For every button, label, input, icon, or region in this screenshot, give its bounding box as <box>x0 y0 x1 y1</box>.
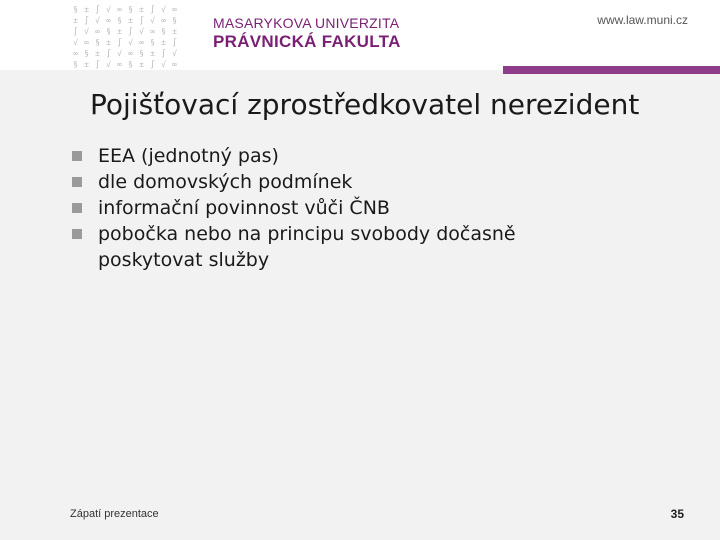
logo-glyph: ± <box>128 16 133 25</box>
logo-glyph: ± <box>172 27 177 36</box>
logo-glyph: ± <box>139 60 144 69</box>
logo-glyph: ∞ <box>150 27 155 36</box>
logo-glyph: § <box>161 27 166 36</box>
logo-glyph: ∞ <box>73 49 78 58</box>
logo-glyph: ∞ <box>139 38 144 47</box>
logo-glyph: ∞ <box>128 49 133 58</box>
logo-glyph: § <box>150 38 155 47</box>
logo-glyph: ∞ <box>117 60 122 69</box>
logo-glyph: ± <box>73 16 78 25</box>
logo-glyph: § <box>128 5 133 14</box>
logo-glyph: ± <box>106 38 111 47</box>
logo-glyph: ∞ <box>95 27 100 36</box>
logo-glyph: ∫ <box>95 5 100 14</box>
slide-title: Pojišťovací zprostředkovatel nerezident <box>90 88 640 121</box>
square-bullet-icon <box>72 177 82 187</box>
logo-glyph: § <box>95 38 100 47</box>
logo-glyph: √ <box>172 49 177 58</box>
logo-glyph: § <box>172 16 177 25</box>
website-url: www.law.muni.cz <box>597 13 688 27</box>
logo-glyph: √ <box>117 49 122 58</box>
university-logo-pattern <box>70 4 180 70</box>
logo-glyph: ± <box>139 5 144 14</box>
bullet-text: informační povinnost vůči ČNB <box>98 197 390 219</box>
logo-glyph: ∫ <box>84 16 89 25</box>
logo-glyph: ∞ <box>161 16 166 25</box>
logo-glyph: § <box>139 49 144 58</box>
faculty-name: PRÁVNICKÁ FAKULTA <box>213 32 401 51</box>
logo-glyph: √ <box>150 16 155 25</box>
logo-glyph: ∫ <box>172 38 177 47</box>
footer-text: Zápatí prezentace <box>70 508 159 520</box>
logo-glyph: ∫ <box>139 16 144 25</box>
university-name: MASARYKOVA UNIVERZITA <box>213 15 400 31</box>
logo-glyph: § <box>117 16 122 25</box>
logo-glyph: ∫ <box>150 60 155 69</box>
logo-glyph: √ <box>106 60 111 69</box>
logo-glyph: √ <box>106 5 111 14</box>
bullet-item <box>70 169 590 195</box>
square-bullet-icon <box>72 151 82 161</box>
header-accent-bar <box>503 66 720 74</box>
logo-glyph: √ <box>128 38 133 47</box>
page-number: 35 <box>670 507 684 521</box>
logo-glyph: √ <box>73 38 78 47</box>
logo-glyph: √ <box>161 60 166 69</box>
bullet-item <box>70 195 590 221</box>
bullet-list <box>70 143 590 273</box>
square-bullet-icon <box>72 203 82 213</box>
logo-glyph: § <box>128 60 133 69</box>
bullet-item <box>70 221 590 273</box>
logo-glyph: ± <box>117 27 122 36</box>
square-bullet-icon <box>72 229 82 239</box>
logo-glyph: § <box>106 27 111 36</box>
logo-glyph: ∞ <box>117 5 122 14</box>
logo-glyph: § <box>84 49 89 58</box>
logo-glyph: ∫ <box>95 60 100 69</box>
logo-glyph: ± <box>161 38 166 47</box>
slide-header <box>0 0 720 70</box>
logo-glyph: ∞ <box>84 38 89 47</box>
bullet-text: dle domovských podmínek <box>98 171 353 193</box>
logo-glyph: ∞ <box>172 60 177 69</box>
logo-glyph: ∫ <box>150 5 155 14</box>
logo-glyph: √ <box>95 16 100 25</box>
logo-glyph: § <box>73 5 78 14</box>
logo-glyph: ∫ <box>106 49 111 58</box>
logo-glyph: ∫ <box>73 27 78 36</box>
logo-glyph: ∫ <box>161 49 166 58</box>
logo-glyph: ∞ <box>106 16 111 25</box>
bullet-text: pobočka nebo na principu svobody dočasně poskytovat služby <box>98 223 516 271</box>
logo-glyph: ± <box>95 49 100 58</box>
logo-glyph: √ <box>161 5 166 14</box>
bullet-text: EEA (jednotný pas) <box>98 145 279 167</box>
logo-glyph: ± <box>84 60 89 69</box>
bullet-item <box>70 143 590 169</box>
logo-glyph: √ <box>139 27 144 36</box>
logo-glyph: √ <box>84 27 89 36</box>
logo-glyph: ± <box>150 49 155 58</box>
logo-glyph: ± <box>84 5 89 14</box>
logo-glyph: ∫ <box>117 38 122 47</box>
logo-glyph: § <box>73 60 78 69</box>
logo-glyph: ∞ <box>172 5 177 14</box>
logo-glyph: ∫ <box>128 27 133 36</box>
